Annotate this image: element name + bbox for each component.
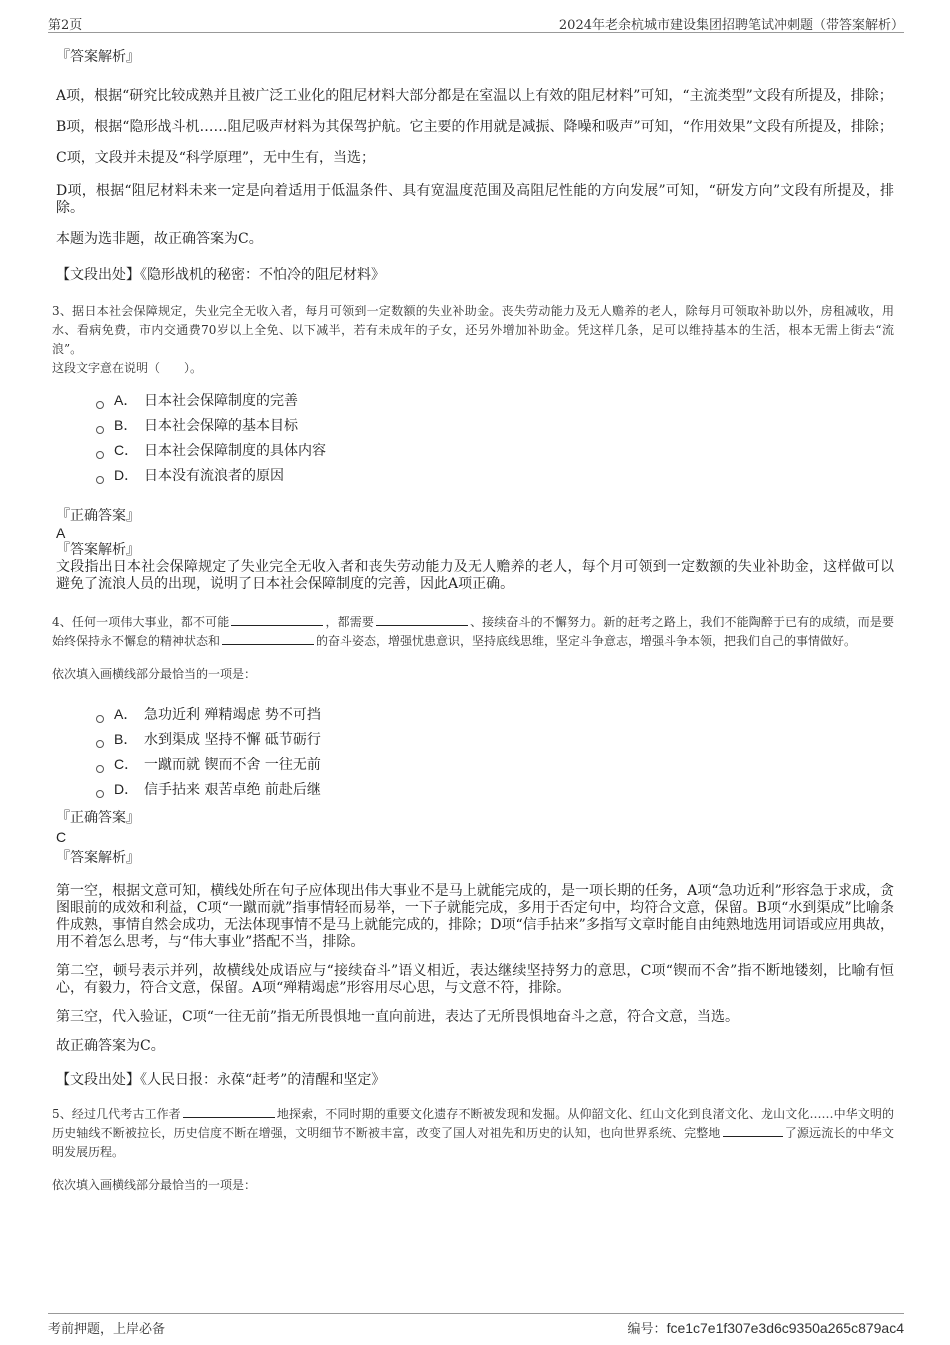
question-4-conclusion: 故正确答案为C。	[56, 1038, 165, 1054]
question-5-stem: 5、经过几代考古工作者 地探索，不同时期的重要文化遗存不断被发现和发掘。从仰韶文化、红山文化到良渚文化、龙山文化……中华文明的历史轴线不断被拉长，历史信度不断在增强，文明细节不断被丰富，改变了国人对祖先和历史的认知，也向世界系统、完整地 了源远流长的中华文明发展历程。	[52, 1107, 894, 1159]
analysis-tag: 『答案解析』	[56, 850, 140, 866]
option-d[interactable]: D． 信手拈来 艰苦卓绝 前赴后继	[96, 777, 894, 802]
question-4-options	[96, 702, 894, 802]
blank-2	[376, 615, 468, 626]
document-code: 编号：fce1c7e1f307e3d6c9350a265c879ac4	[627, 1320, 904, 1337]
question-4-prompt: 依次填入画横线部分最恰当的一项是：	[52, 667, 257, 681]
radio-icon[interactable]	[96, 715, 104, 723]
option-d[interactable]: D． 日本没有流浪者的原因	[96, 463, 894, 488]
option-b[interactable]: B． 日本社会保障的基本目标	[96, 413, 894, 438]
page-header	[48, 12, 904, 33]
blank-1	[231, 615, 323, 626]
document-title: 2024年老余杭城市建设集团招聘笔试冲刺题（带答案解析）	[558, 18, 904, 33]
blank-3	[222, 634, 314, 645]
page-footer	[48, 1313, 904, 1338]
question-4-analysis-3: 第三空，代入验证，C项“一往无前”指无所畏惧地一直向前进，表达了无所畏惧地奋斗之意，符合文意，当选。	[56, 1009, 740, 1025]
question-4-analysis-1: 第一空，根据文意可知，横线处所在句子应体现出伟大事业不是马上就能完成的，是一项长期的任务，A项“急功近利”形容急于求成，贪图眼前的成效和利益，C项“一蹴而就”指事情轻而易举，一下子就能完成，多用于否定句中，均符合文意，保留。B项“水到渠成”比喻条件成熟，事情自然会成功，无法体现事情不是马上就能完成的，排除；D项“信手拈来”多指写文章时能自由纯熟地选用词语或应用典故，用不着怎么思考，与“伟大事业”搭配不当，排除。	[56, 883, 894, 950]
option-a[interactable]: A． 日本社会保障制度的完善	[96, 388, 894, 413]
correct-answer: A	[56, 525, 66, 541]
radio-icon[interactable]	[96, 740, 104, 748]
analysis-option-d: D项，根据“阻尼材料未来一定是向着适用于低温条件、具有宽温度范围及高阻尼性能的方向发展”可知，“研发方向”文段有所提及，排除。	[56, 183, 894, 216]
correct-answer: C	[56, 829, 67, 845]
question-3-analysis: 文段指出日本社会保障规定了失业完全无收入者和丧失劳动能力及无人赡养的老人，每个月可领到一定数额的失业补助金，这样做可以避免了流浪人员的出现，说明了日本社会保障制度的完善，因此A项正确。	[56, 559, 894, 592]
text-source: 【文段出处】《隐形战机的秘密：不怕冷的阻尼材料》	[56, 267, 385, 283]
blank-2	[723, 1126, 783, 1137]
radio-icon[interactable]	[96, 401, 104, 409]
correct-answer-tag: 『正确答案』	[56, 810, 140, 826]
page-number: 第2页	[48, 18, 83, 33]
option-a[interactable]: A． 急功近利 殚精竭虑 势不可挡	[96, 702, 894, 727]
analysis-option-c: C项，文段并未提及“科学原理”，无中生有，当选；	[56, 150, 376, 166]
option-c[interactable]: C． 一蹴而就 锲而不舍 一往无前	[96, 752, 894, 777]
analysis-tag: 『答案解析』	[56, 542, 140, 558]
page-content	[52, 46, 894, 1195]
question-5-prompt: 依次填入画横线部分最恰当的一项是：	[52, 1178, 257, 1192]
question-3-prompt: 这段文字意在说明（ ）。	[52, 361, 203, 375]
text-source: 【文段出处】《人民日报：永葆“赶考”的清醒和坚定》	[56, 1072, 386, 1088]
radio-icon[interactable]	[96, 426, 104, 434]
correct-answer-tag: 『正确答案』	[56, 508, 140, 524]
radio-icon[interactable]	[96, 451, 104, 459]
footer-slogan: 考前押题，上岸必备	[48, 1322, 166, 1337]
question-3-stem: 3、据日本社会保障规定，失业完全无收入者，每月可领到一定数额的失业补助金。丧失劳动能力及无人赡养的老人，除每月可领取补助以外，房租减收，用水、看病免费，市内交通费70岁以上全免、以下减半，若有未成年的子女，还另外增加补助金。凭这样几条，足可以维持基本的生活，根本无需上街去“流浪”。	[52, 304, 894, 356]
radio-icon[interactable]	[96, 790, 104, 798]
question-3-options	[96, 388, 894, 488]
option-c[interactable]: C． 日本社会保障制度的具体内容	[96, 438, 894, 463]
question-4-stem: 4、任何一项伟大事业，都不可能 ，都需要 、接续奋斗的不懈努力。新的赶考之路上，我们不能陶醉于已有的成绩，而是要始终保持永不懈怠的精神状态和 的奋斗姿态，增强忧患意识，坚持底线思维，坚定斗争意志，增强斗争本领，把我们自己的事情做好。	[52, 615, 894, 648]
radio-icon[interactable]	[96, 765, 104, 773]
option-b[interactable]: B． 水到渠成 坚持不懈 砥节砺行	[96, 727, 894, 752]
radio-icon[interactable]	[96, 476, 104, 484]
analysis-conclusion: 本题为选非题，故正确答案为C。	[56, 231, 263, 247]
analysis-tag: 『答案解析』	[56, 49, 140, 65]
analysis-option-b: B项，根据“隐形战斗机……阻尼吸声材料为其保驾护航。它主要的作用就是减振、降噪和吸声”可知，“作用效果”文段有所提及，排除；	[56, 119, 893, 135]
analysis-option-a: A项，根据“研究比较成熟并且被广泛工业化的阻尼材料大部分都是在室温以上有效的阻尼材料”可知，“主流类型”文段有所提及，排除；	[56, 88, 893, 104]
blank-1	[183, 1107, 275, 1118]
question-4-analysis-2: 第二空，顿号表示并列，故横线处成语应与“接续奋斗”语义相近，表达继续坚持努力的意思，C项“锲而不舍”指不断地镂刻，比喻有恒心，有毅力，符合文意，保留。A项“殚精竭虑”形容用尽心思，与文意不符，排除。	[56, 963, 894, 996]
